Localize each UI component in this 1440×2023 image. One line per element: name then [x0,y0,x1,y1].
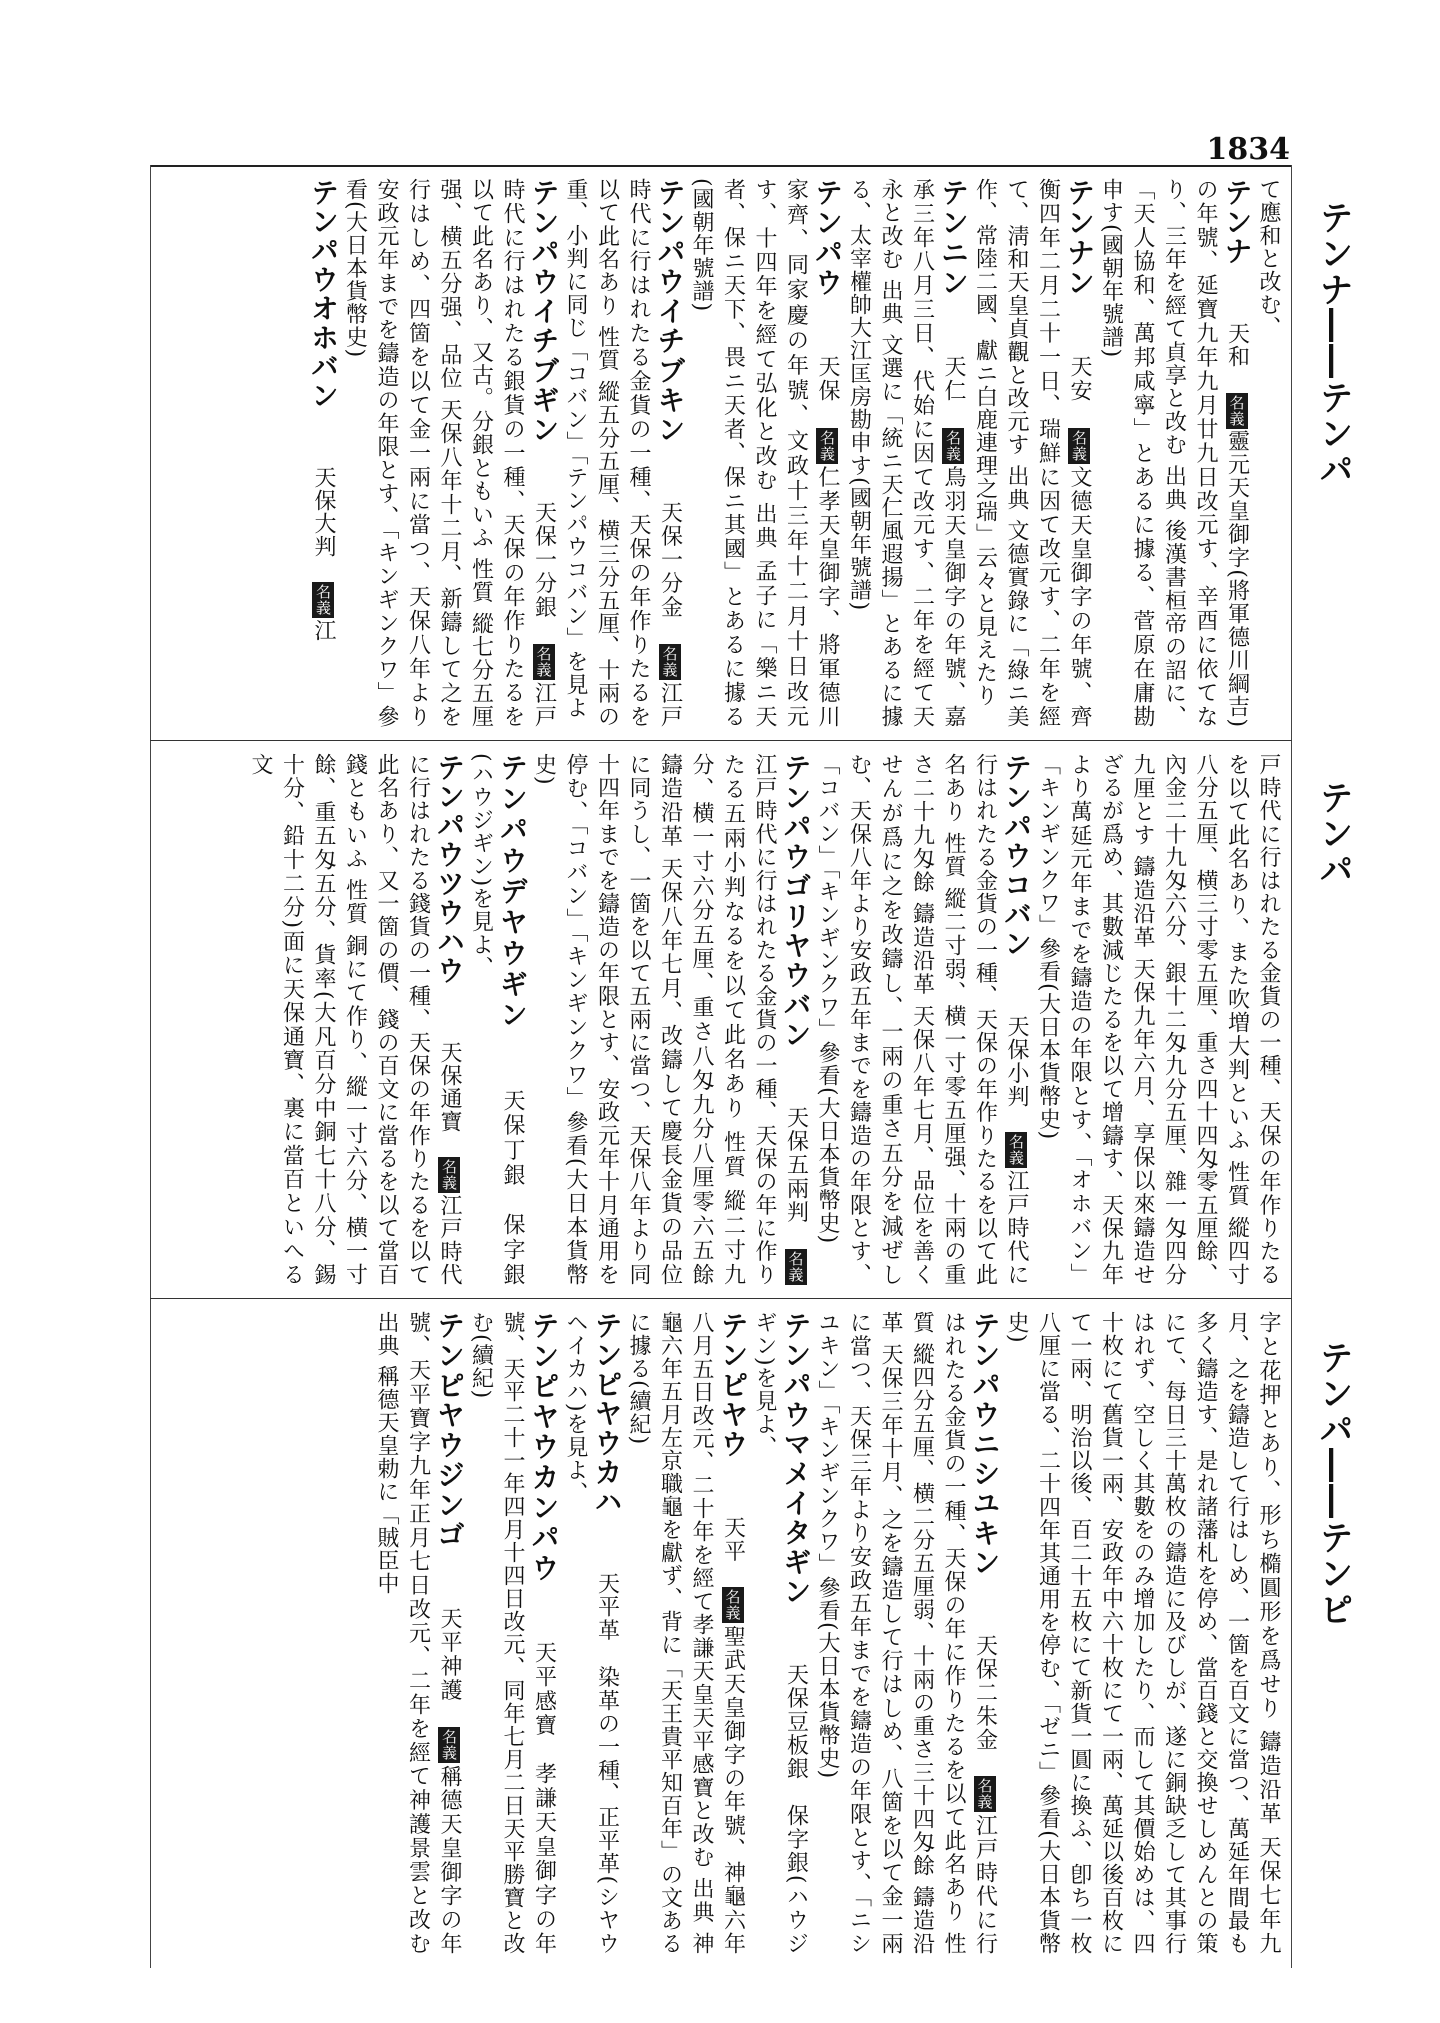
dictionary-band-3 [158,1303,1284,1963]
entry-kanji: 天保一分金 [657,501,683,620]
entry-kanji: 天平革 [594,1572,620,1643]
entry-gloss: 江戸時代に行はれたる金貨の一種、天保の年に作りたるを以て此名あり 性質 縱四分五厘、横二分五厘弱、十兩の重さ三十四匁餘 鑄造沿革 天保三年十月、之を鑄造して行はしめ、八箇を以て金一兩に當つ、天保三年より安政五年までを鑄造の年限とす、「ニシユキン」「キンギンクワ」參看(大日本貨幣史) [815,1311,998,1955]
dictionary-entry [468,1311,561,1955]
running-head-1: テンナ――テンパ [1313,200,1353,488]
entry-headword: テンピヤウジンゴ [433,1311,466,1550]
entry-gloss: 江戸時代に行はれたる金貨の一種、天保の年作りたるを以て此名あり 性質 縱二寸弱、横一寸零五厘强、十兩の重さ二十九匁餘 鑄造沿革 天保八年七月、品位を善くせんが爲に之を改鑄し、一兩の重さ五分を減ぜしむ、天保八年より安政五年までを鑄造の年限とす、「コバン」「キンギンクワ」參看(大日本貨幣史) [815,753,1029,1286]
running-head-3: テンパ――テンピ [1313,1340,1353,1628]
entry-kanji: 天安 [1067,354,1092,403]
entry-headword: テンピヤウカンパウ [527,1311,561,1584]
entry-headword: テンパウゴリヤウバン [779,753,813,1050]
entry-kanji: 天保五兩判 [783,1106,809,1225]
dictionary-entry [1098,178,1254,728]
entry-gloss: 文德天皇御字の年號、齊衡四年二月二十一日、瑞鮮に因て改元す、二年を經て、淸和天皇貞觀と改元す 出典 文德實錄に「綠ニ美作、常陸二國、獻ニ白鹿連理之瑞」云々と見えたり [972,178,1092,728]
entry-label-tag: 名義 [944,429,962,462]
entry-kanji: 天保豆板銀 [783,1662,809,1781]
dictionary-band-2 [158,745,1284,1294]
entry-gloss: 保字銀(ハウジギン)を見よ、 [468,753,525,1286]
dictionary-entry [752,1311,813,1955]
entry-kanji: 天保通寶 [437,1041,462,1133]
entry-kanji: 天保大判 [311,466,336,558]
band-divider-2 [150,1298,1292,1299]
entry-kanji: 天平神護 [437,1606,462,1703]
entry-gloss: 江 [311,619,336,642]
entry-headword: テンナン [1063,178,1096,298]
frame-top-rule [150,165,1292,167]
frame-left-rule [150,165,151,1968]
entry-kanji: 天保小判 [1004,1014,1029,1109]
entry-label-tag: 名義 [314,584,332,616]
entry-gloss: 江戸時代に行はれたる銀貨の一種、天保の年作りたるを以て此名あり、又古。分銀ともいふ 性質 縱七分五厘强、横五分强、品位 天保八年十二月、新鑄して之を行はしめ、四箇を以て金一兩に當つ、天保八年より安政元年までを鑄造の年限とす、「キンギンクワ」參看(大日本貨幣史) [342,178,557,728]
entry-gloss: 孝謙天皇御字の年號、天平二十一年四月十四日改元、同年七月二日天平勝寶と改む(續紀) [468,1311,557,1955]
band-3-text [158,1311,1284,1955]
entry-kanji: 天保二朱金 [972,1633,998,1752]
entry-label-tag: 名義 [1007,1134,1025,1167]
entry-gloss: 保字銀(ハウジギン)を見よ、 [752,1311,809,1955]
entry-kanji: 天平感寶 [531,1640,557,1738]
entry-headword: テンパウ [811,178,844,298]
entry-kanji: 天保一分銀 [531,501,557,620]
dictionary-entry [563,1311,624,1955]
entry-gloss: 鳥羽天皇御字の年號、嘉承三年八月三日、代始に因て改元す、二年を經て天永と改む 出典 文選に「統ニ天仁風遐揚」とあるに據る、太宰權帥大江匡房勘申す(國朝年號譜) [846,178,966,728]
dictionary-entry [689,178,844,728]
dictionary-entry [1256,178,1281,339]
entry-headword: テンピヤウカハ [590,1311,624,1517]
entry-label-tag: 名義 [440,1729,458,1762]
band-2-text [158,753,1284,1286]
entry-label-tag: 名義 [975,1778,994,1811]
entry-headword: テンパウデヤウギン [496,753,529,1031]
running-head-2: テンパ [1313,780,1353,888]
entry-headword: テンパウイチブキン [653,178,687,445]
dictionary-entry [248,753,466,1286]
entry-kanji: 天仁 [941,354,966,403]
entry-gloss: 字と花押とあり、形ち橢圓形を爲せり 鑄造沿革 天保七年九月、之を鑄造して行はしめ、一箇を百文に當つ、萬延年間最も多く鑄造す、是れ諸藩札を停め、當百錢と交換せしめんとの策にて、每日三十萬枚の鑄造に及びしが、遂に銅缺乏して其事行はれず、空しく其數をのみ增加したり、而して其價始めは、四十枚にて舊貨一兩、安政年中六十枚にて一兩、萬延以後百枚にて一兩、明治以後、百二十五枚にて新貨一圓に換ふ、卽ち一枚八厘に當る、二十四年其通用を停む、「ゼニ」參看(大日本貨幣史) [1004,1311,1281,1955]
entry-kanji: 天保 [815,354,840,403]
dictionary-entry [972,178,1096,728]
entry-gloss: 戸時代に行はれたる金貨の一種、天保の年作りたるを以て此名あり、また吹増大判といふ 性質 縱四寸八分五厘、横三寸零五厘、重さ四十四匁零五厘餘、內金二十九匁六分、銀十二匁九分五厘、雜一匁四分九厘とす 鑄造沿革 天保九年六月、享保以來鑄造せざるが爲め、其數減じたるを以て增鑄す、天保九年より萬延元年までを鑄造の年限とす、「オホバン」「キンギンクワ」參看(大日本貨幣史) [1035,753,1281,1286]
dictionary-band-1 [158,170,1284,736]
entry-headword: テンピヤウ [716,1311,750,1460]
entry-label-tag: 名義 [440,1159,458,1191]
entry-gloss: 仁孝天皇御字、將軍德川家齊、同家慶の年號、文政十三年十二月十日改元す、十四年を經て弘化と改む 出典 孟子に「樂ニ天者、保ニ天下、畏ニ天者、保ニ其國」とあるに據る(國朝年號譜) [689,178,840,728]
entry-gloss: 聖武天皇御字の年號、神龜六年八月五日改元、二十年を經て孝謙天皇天平感寶と改む 出典 神龜六年五月左京職龜を獻ず、背に「天王貴平知百年」の文あるに據る(續紀) [626,1311,746,1955]
band-divider-1 [150,740,1292,741]
entry-kanji: 天保丁銀 [500,1088,525,1189]
dictionary-entry [342,178,561,728]
entry-headword: テンパウツウハウ [433,753,466,985]
entry-gloss: 江戸時代に行はれたる錢貨の一種、天保の年作りたるを以て此名あり、又一箇の價、錢の百文に當るを以て當百錢ともいふ 性質 銅にて作り、縱一寸六分、横一寸餘、重五匁五分、貨率(大凡百分中銅七十八分、錫十分、鉛十二分)面に天保通寶、裏に當百といへる文 [248,753,462,1286]
entry-gloss: 江戸時代に行はれたる金貨の一種、天保の年作りたるを以て此名あり 性質 縱五分五厘、横三分五厘、十兩の重、小判に同じ「コバン」「テンパウコバン」を見よ [563,178,683,728]
entry-headword: テンパウオホバン [307,178,340,410]
entry-headword: テンパウニシユキン [968,1311,1002,1578]
entry-label-tag: 名義 [786,1251,805,1284]
band-1-text [158,178,1284,728]
dictionary-entry [1036,753,1282,1286]
entry-headword: テンナ [1220,178,1254,266]
entry-label-tag: 名義 [1070,429,1088,462]
entry-headword: テンニン [937,178,970,298]
dictionary-entry [815,1311,1002,1955]
entry-gloss: 江戸時代に行はれたる金貨の一種、天保の年に作りたる五兩小判なるを以て此名あり 性質 縱二寸九分、横一寸六分五厘、重さ八匁九分八厘零六五餘 鑄造沿革 天保八年七月、改鑄して慶長金貨の品位に同うし、一箇を以て五兩に當つ、天保八年より同十四年までを鑄造の年限とす、安政元年十月通用を停む、「コバン」「キンギンクワ」參看(大日本貨幣史) [531,753,777,1286]
entry-gloss: 染革の一種、正平革(シヤウヘイカハ)を見よ、 [563,1311,620,1955]
entry-label-tag: 名義 [534,645,553,678]
entry-label-tag: 名義 [723,1589,742,1622]
page-number: 1834 [1206,132,1290,167]
entry-gloss: て應和と改む、 [1256,178,1281,339]
dictionary-entry [374,1311,466,1955]
dictionary-entry [846,178,970,728]
dictionary-entry [1004,1311,1281,1955]
frame-right-rule [1291,165,1292,1968]
entry-label-tag: 名義 [1227,394,1246,427]
dictionary-entry [531,753,813,1286]
entry-headword: テンパウコバン [1000,753,1033,959]
entry-headword: テンパウイチブギン [527,178,561,445]
entry-gloss: 稱德天皇御字の年號、天平寶字九年正月七日改元、二年を經て神護景雲と改む 出典 稱德天皇勅に「賊臣中 [374,1311,462,1955]
entry-label-tag: 名義 [660,645,679,678]
entry-gloss: 靈元天皇御字(將軍德川綱吉)の年號、延寶九年九月廿九日改元す、辛酉に依てなり、三年を經て貞享と改む 出典 後漢書桓帝の詔に、「天人協和、萬邦咸寧」とあるに據る、菅原在庸勘申す(國朝年號譜) [1098,178,1250,728]
dictionary-entry [563,178,687,728]
entry-label-tag: 名義 [818,429,836,462]
dictionary-entry [815,753,1033,1286]
entry-headword: テンパウマメイタギン [779,1311,813,1607]
dictionary-entry [626,1311,750,1955]
entry-kanji: 天和 [1224,321,1250,369]
dictionary-entry [307,178,340,642]
entry-kanji: 天平 [720,1515,746,1563]
dictionary-entry [468,753,529,1286]
